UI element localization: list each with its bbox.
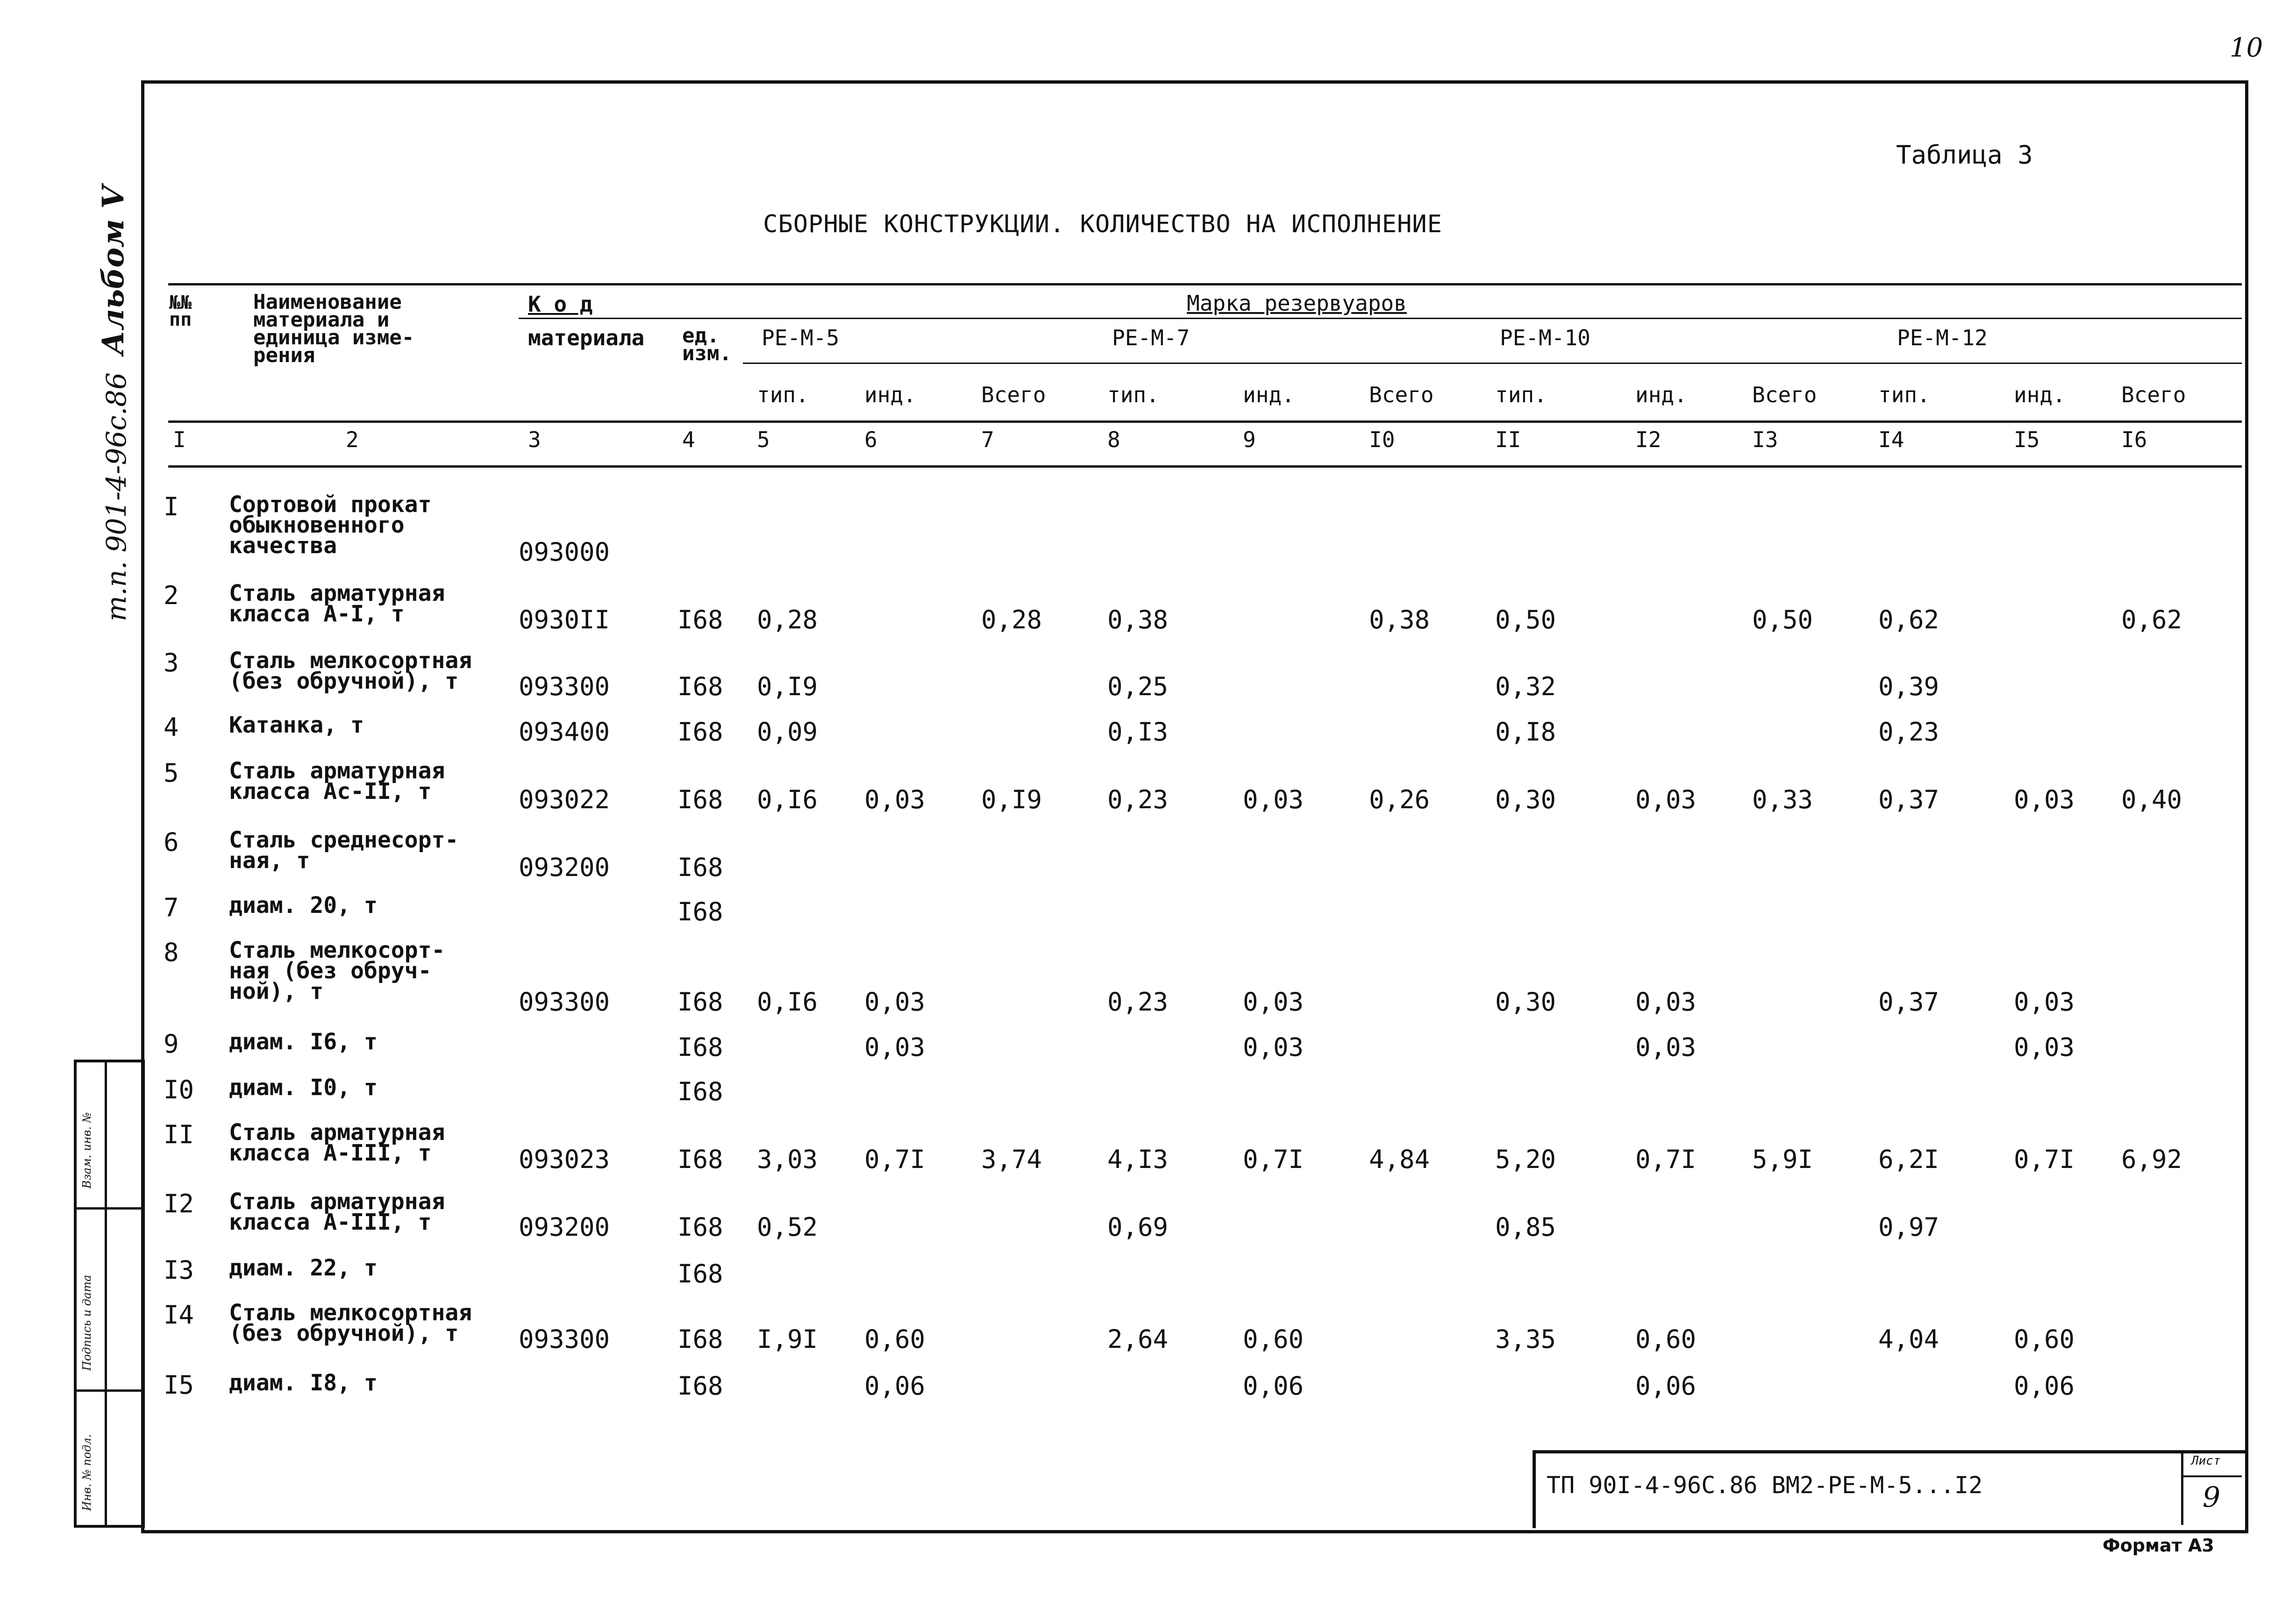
row-number: 6 (164, 827, 179, 857)
column-number: II (1495, 427, 1521, 452)
quantity-value: 0,06 (1635, 1371, 1697, 1401)
unit-code: I68 (677, 1259, 723, 1289)
unit-code: I68 (677, 1212, 723, 1242)
header-name: Наименование материала и единица изме- рения (253, 290, 414, 367)
material-name: диам. 22, т (229, 1255, 378, 1281)
quantity-value: 0,03 (2014, 1032, 2075, 1062)
quantity-value: 0,7I (864, 1145, 926, 1174)
quantity-value: 0,03 (864, 987, 926, 1017)
row-number: 3 (164, 648, 179, 677)
quantity-value: 0,03 (2014, 987, 2075, 1017)
header-group: РЕ-М-5 (762, 325, 840, 350)
quantity-value: 0,52 (757, 1212, 818, 1242)
table-title: СБОРНЫЕ КОНСТРУКЦИИ. КОЛИЧЕСТВО НА ИСПОЛНЕНИЕ (763, 210, 1442, 238)
column-number: 8 (1107, 427, 1120, 452)
unit-code: I68 (677, 1324, 723, 1354)
column-number: 2 (346, 427, 359, 452)
quantity-value: 0,7I (1243, 1145, 1304, 1174)
material-name: Сталь арматурная класса А-III, т (229, 1119, 445, 1166)
quantity-value: 0,7I (1635, 1145, 1697, 1174)
unit-code: I68 (677, 897, 723, 926)
material-name: Катанка, т (229, 712, 364, 738)
quantity-value: 0,40 (2121, 785, 2182, 814)
quantity-value: 4,84 (1369, 1145, 1430, 1174)
material-code: 093300 (519, 1324, 610, 1354)
material-name: диам. 20, т (229, 892, 378, 918)
quantity-value: 0,I3 (1107, 717, 1169, 747)
header-rule-3 (743, 363, 2242, 364)
material-code: 0930II (519, 605, 610, 634)
row-number: I4 (164, 1300, 194, 1330)
quantity-value: 0,I9 (981, 785, 1042, 814)
row-number: 7 (164, 893, 179, 922)
quantity-value: 0,06 (2014, 1371, 2075, 1401)
material-name: Сталь мелкосортная (без обручной), т (229, 648, 472, 694)
quantity-value: I,9I (757, 1324, 818, 1354)
quantity-value: 0,28 (757, 605, 818, 634)
header-sub: Всего (1369, 382, 1434, 407)
quantity-value: 2,64 (1107, 1324, 1169, 1354)
column-number: I5 (2014, 427, 2040, 452)
header-rule-2 (519, 318, 2242, 319)
quantity-value: 0,50 (1752, 605, 1813, 634)
column-number: 7 (981, 427, 994, 452)
row-number: I5 (164, 1370, 194, 1400)
quantity-value: 0,28 (981, 605, 1042, 634)
quantity-value: 0,09 (757, 717, 818, 747)
material-name: Сталь среднесорт- ная, т (229, 827, 459, 874)
row-number: I0 (164, 1075, 194, 1104)
unit-code: I68 (677, 853, 723, 882)
quantity-value: 0,03 (2014, 785, 2075, 814)
header-unit: ед. изм. (682, 324, 732, 365)
quantity-value: 0,7I (2014, 1145, 2075, 1174)
unit-code: I68 (677, 1077, 723, 1106)
header-num: №№ пп (169, 292, 192, 330)
column-number: 3 (528, 427, 541, 452)
quantity-value: 0,30 (1495, 987, 1556, 1017)
project-code-vertical: т.п. 901-4-96с.86 (100, 372, 132, 621)
unit-code: I68 (677, 605, 723, 634)
column-number: 5 (757, 427, 770, 452)
row-number: I (164, 492, 179, 521)
unit-code: I68 (677, 1032, 723, 1062)
quantity-value: 0,23 (1107, 987, 1169, 1017)
unit-code: I68 (677, 785, 723, 814)
quantity-value: 3,03 (757, 1145, 818, 1174)
stamp-label-signature: Подпись и дата (80, 1274, 93, 1371)
column-number: 9 (1243, 427, 1256, 452)
quantity-value: 0,23 (1878, 717, 1939, 747)
quantity-value: 0,03 (1243, 785, 1304, 814)
quantity-value: 6,2I (1878, 1145, 1939, 1174)
album-label: Альбом Ⅴ (96, 185, 131, 355)
material-code: 093023 (519, 1145, 610, 1174)
column-number: I3 (1752, 427, 1778, 452)
quantity-value: 0,97 (1878, 1212, 1939, 1242)
column-number: 4 (682, 427, 695, 452)
quantity-value: 0,03 (1635, 987, 1697, 1017)
material-code: 093022 (519, 785, 610, 814)
quantity-value: 0,I6 (757, 785, 818, 814)
material-name: Сталь мелкосортная (без обручной), т (229, 1300, 472, 1346)
header-sub: Всего (981, 382, 1046, 407)
header-code-sub: материала (528, 325, 645, 350)
header-rule-4 (168, 420, 2242, 423)
column-number: I6 (2121, 427, 2147, 452)
row-number: 8 (164, 938, 179, 967)
quantity-value: 0,62 (2121, 605, 2182, 634)
material-code: 093300 (519, 987, 610, 1017)
material-name: Сортовой прокат обыкновенного качества (229, 491, 432, 559)
format-label: Формат А3 (2103, 1535, 2214, 1556)
unit-code: I68 (677, 1145, 723, 1174)
unit-code: I68 (677, 1371, 723, 1401)
table-label: Таблица 3 (1896, 140, 2033, 170)
material-name: Сталь арматурная класса А-I, т (229, 580, 445, 627)
quantity-value: 0,37 (1878, 987, 1939, 1017)
quantity-value: 5,20 (1495, 1145, 1556, 1174)
quantity-value: 0,I6 (757, 987, 818, 1017)
material-name: диам. I6, т (229, 1029, 378, 1055)
quantity-value: 4,I3 (1107, 1145, 1169, 1174)
unit-code: I68 (677, 672, 723, 701)
material-code: 093300 (519, 672, 610, 701)
quantity-value: 0,03 (1635, 785, 1697, 814)
row-number: I2 (164, 1189, 194, 1218)
column-number: I0 (1369, 427, 1395, 452)
document-code: ТП 90I-4-96С.86 ВМ2-РЕ-М-5...I2 (1547, 1472, 1983, 1499)
material-code: 093200 (519, 1212, 610, 1242)
quantity-value: 0,60 (1243, 1324, 1304, 1354)
material-name: Сталь мелкосорт- ная (без обруч- ной), т (229, 937, 445, 1004)
sheet-label: Лист (2191, 1454, 2221, 1468)
row-number: I3 (164, 1255, 194, 1285)
margin-stamp (74, 1060, 145, 1528)
quantity-value: 0,03 (864, 1032, 926, 1062)
stamp-label-replace: Взам. инв. № (80, 1112, 93, 1189)
column-number: I4 (1878, 427, 1904, 452)
material-code: 093200 (519, 853, 610, 882)
material-code: 093000 (519, 537, 610, 567)
unit-code: I68 (677, 987, 723, 1017)
quantity-value: 0,50 (1495, 605, 1556, 634)
quantity-value: 0,38 (1107, 605, 1169, 634)
quantity-value: 0,85 (1495, 1212, 1556, 1242)
header-rule-top (168, 283, 2242, 285)
row-number: 2 (164, 581, 179, 610)
header-sub: тип. (757, 382, 809, 407)
quantity-value: 3,74 (981, 1145, 1042, 1174)
row-number: 9 (164, 1029, 179, 1059)
quantity-value: 6,92 (2121, 1145, 2182, 1174)
quantity-value: 0,33 (1752, 785, 1813, 814)
row-number: 4 (164, 712, 179, 742)
quantity-value: 0,03 (1243, 1032, 1304, 1062)
header-sub: инд. (1635, 382, 1687, 407)
quantity-value: 0,06 (864, 1371, 926, 1401)
header-sub: инд. (864, 382, 916, 407)
header-group: РЕ-М-12 (1897, 325, 1988, 350)
quantity-value: 0,03 (1635, 1032, 1697, 1062)
material-name: диам. I8, т (229, 1370, 378, 1396)
material-name: Сталь арматурная класса А-III, т (229, 1189, 445, 1235)
quantity-value: 0,39 (1878, 672, 1939, 701)
column-number: I (173, 427, 186, 452)
material-name: Сталь арматурная класса Ас-II, т (229, 758, 445, 805)
quantity-value: 0,I9 (757, 672, 818, 701)
quantity-value: 0,60 (864, 1324, 926, 1354)
quantity-value: 0,23 (1107, 785, 1169, 814)
header-sub: Всего (2121, 382, 2186, 407)
quantity-value: 4,04 (1878, 1324, 1939, 1354)
material-code: 093400 (519, 717, 610, 747)
quantity-value: 0,62 (1878, 605, 1939, 634)
sheet-divider (2181, 1450, 2183, 1525)
quantity-value: 0,I8 (1495, 717, 1556, 747)
quantity-value: 0,60 (2014, 1324, 2075, 1354)
quantity-value: 0,26 (1369, 785, 1430, 814)
header-group: РЕ-М-10 (1500, 325, 1590, 350)
quantity-value: 0,03 (1243, 987, 1304, 1017)
quantity-value: 0,25 (1107, 672, 1169, 701)
header-group: РЕ-М-7 (1112, 325, 1190, 350)
row-number: 5 (164, 758, 179, 788)
quantity-value: 3,35 (1495, 1324, 1556, 1354)
header-sub: Всего (1752, 382, 1817, 407)
header-tanks: Марка резервуаров (1187, 291, 1407, 316)
row-number: II (164, 1120, 194, 1149)
sheet-number: 9 (2203, 1481, 2221, 1514)
sheet-rule (2181, 1475, 2242, 1477)
header-code: К о д (528, 292, 593, 317)
quantity-value: 0,37 (1878, 785, 1939, 814)
unit-code: I68 (677, 717, 723, 747)
header-sub: инд. (2014, 382, 2066, 407)
header-sub: тип. (1878, 382, 1930, 407)
header-sub: тип. (1107, 382, 1159, 407)
material-name: диам. I0, т (229, 1075, 378, 1101)
quantity-value: 0,69 (1107, 1212, 1169, 1242)
column-number: I2 (1635, 427, 1661, 452)
quantity-value: 0,03 (864, 785, 926, 814)
header-sub: инд. (1243, 382, 1295, 407)
quantity-value: 5,9I (1752, 1145, 1813, 1174)
quantity-value: 0,30 (1495, 785, 1556, 814)
quantity-value: 0,60 (1635, 1324, 1697, 1354)
stamp-label-inventory: Инв. № подл. (80, 1434, 93, 1511)
header-sub: тип. (1495, 382, 1547, 407)
quantity-value: 0,38 (1369, 605, 1430, 634)
quantity-value: 0,32 (1495, 672, 1556, 701)
page-number: 10 (2230, 33, 2263, 63)
column-number: 6 (864, 427, 877, 452)
quantity-value: 0,06 (1243, 1371, 1304, 1401)
header-rule-5 (168, 465, 2242, 468)
